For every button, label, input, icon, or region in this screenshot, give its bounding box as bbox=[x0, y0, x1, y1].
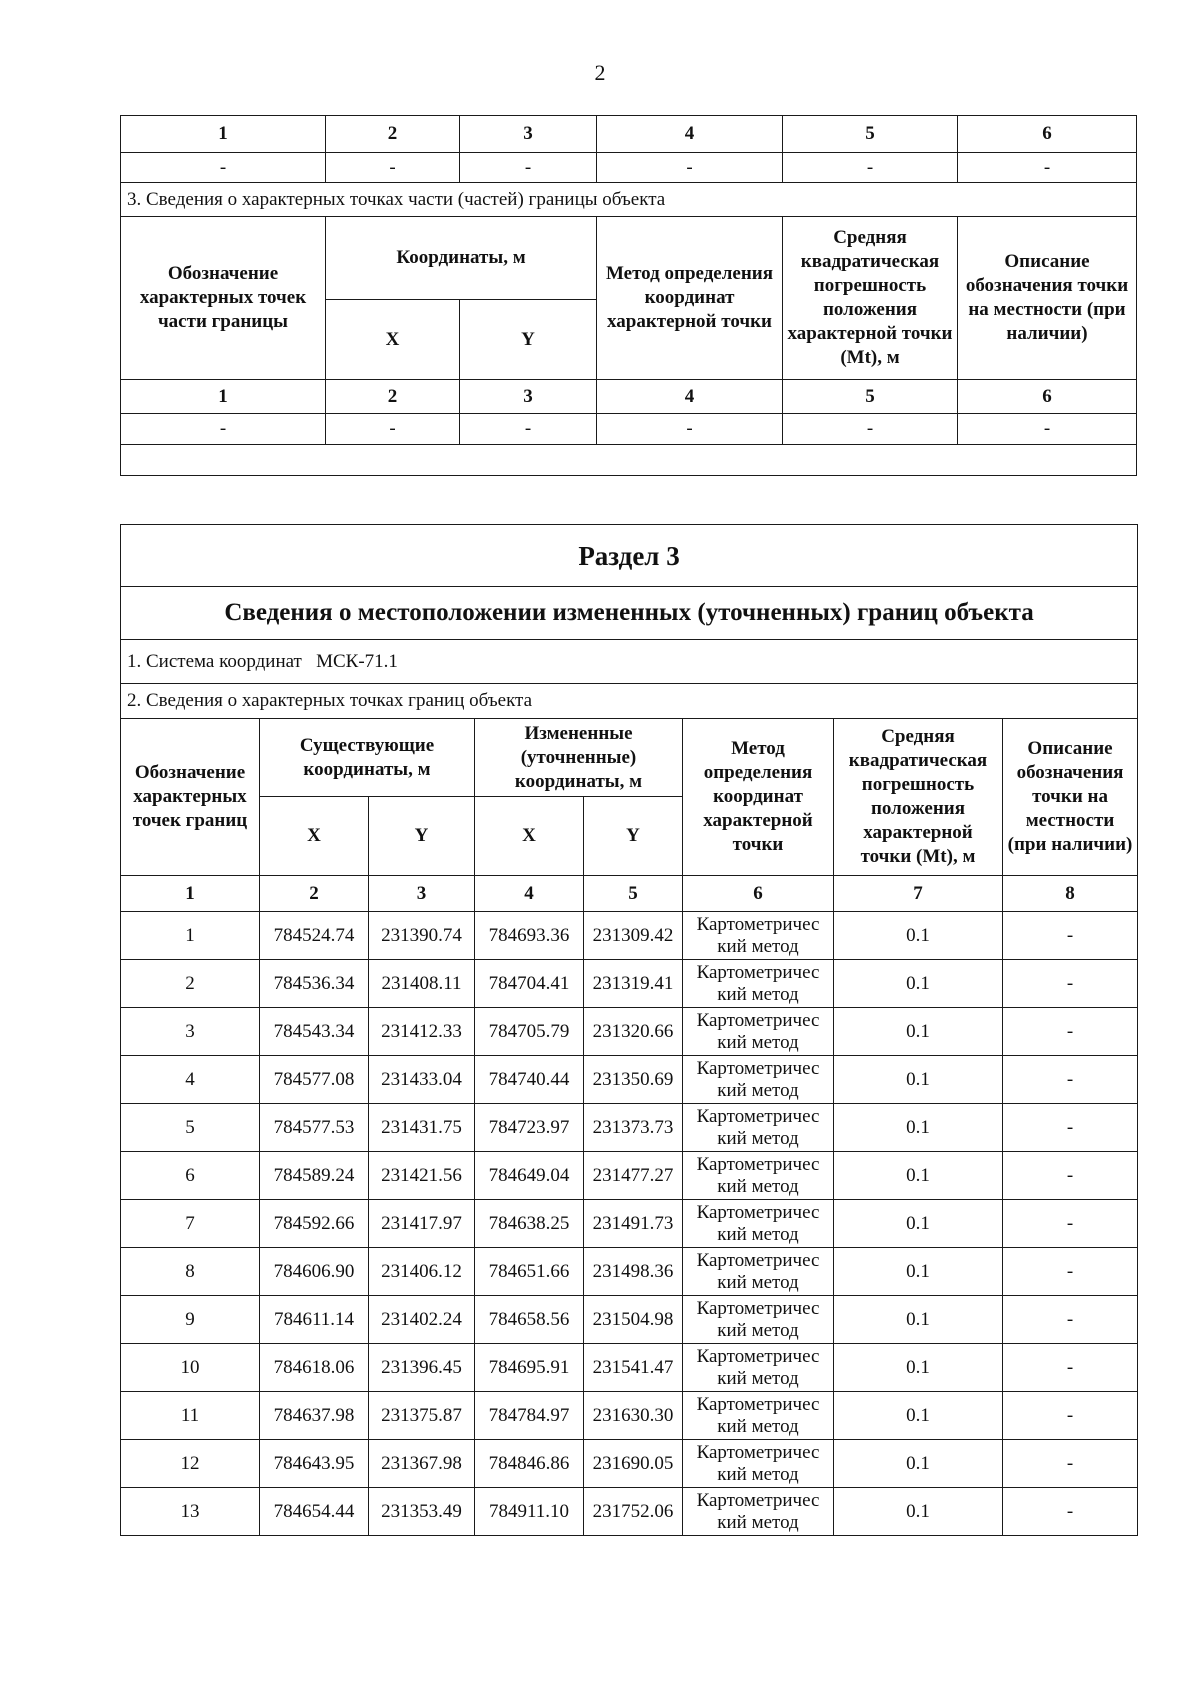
col-number: 6 bbox=[958, 116, 1137, 153]
description-cell: - bbox=[1003, 1248, 1138, 1296]
section-title: Раздел 3 bbox=[121, 525, 1138, 587]
point-number-cell: 13 bbox=[121, 1488, 260, 1536]
changed-x-cell: 784695.91 bbox=[475, 1344, 584, 1392]
empty-cell: - bbox=[958, 414, 1137, 445]
changed-y-cell: 231541.47 bbox=[584, 1344, 683, 1392]
mean-error-cell: 0.1 bbox=[834, 1392, 1003, 1440]
method-line-2: кий метод bbox=[717, 1319, 799, 1341]
col-number: 6 bbox=[683, 876, 834, 912]
mean-error-cell: 0.1 bbox=[834, 960, 1003, 1008]
description-cell: - bbox=[1003, 1056, 1138, 1104]
header-designation: Обозначение характерных точек границ bbox=[121, 719, 260, 876]
existing-x-cell: 784618.06 bbox=[260, 1344, 369, 1392]
point-number-cell: 4 bbox=[121, 1056, 260, 1104]
description-cell: - bbox=[1003, 1440, 1138, 1488]
method-cell bbox=[683, 1056, 834, 1104]
col-number: 4 bbox=[597, 116, 783, 153]
changed-y-cell: 231477.27 bbox=[584, 1152, 683, 1200]
mean-error-cell: 0.1 bbox=[834, 1296, 1003, 1344]
table-row bbox=[121, 1392, 1138, 1440]
header-existing-x: X bbox=[260, 797, 369, 876]
table-row bbox=[121, 1008, 1138, 1056]
existing-y-cell: 231375.87 bbox=[369, 1392, 475, 1440]
description-cell: - bbox=[1003, 1344, 1138, 1392]
existing-y-cell: 231433.04 bbox=[369, 1056, 475, 1104]
point-number-cell: 11 bbox=[121, 1392, 260, 1440]
header-error: Средняя квадратическая погрешность положения характерной точки (Mt), м bbox=[834, 719, 1003, 876]
changed-x-cell: 784911.10 bbox=[475, 1488, 584, 1536]
changed-y-cell: 231498.36 bbox=[584, 1248, 683, 1296]
changed-y-cell: 231309.42 bbox=[584, 912, 683, 960]
col-number: 2 bbox=[326, 116, 460, 153]
mean-error-cell: 0.1 bbox=[834, 1344, 1003, 1392]
mean-error-cell: 0.1 bbox=[834, 912, 1003, 960]
empty-cell: - bbox=[958, 153, 1137, 183]
mean-error-cell: 0.1 bbox=[834, 1152, 1003, 1200]
coordinate-system-value: МСК-71.1 bbox=[316, 650, 398, 672]
col-number: 1 bbox=[121, 380, 326, 414]
changed-x-cell: 784784.97 bbox=[475, 1392, 584, 1440]
part-title: 3. Сведения о характерных точках части (частей) границы объекта bbox=[121, 183, 1137, 217]
point-number-cell: 10 bbox=[121, 1344, 260, 1392]
existing-x-cell: 784577.53 bbox=[260, 1104, 369, 1152]
method-line-2: кий метод bbox=[717, 1367, 799, 1389]
existing-x-cell: 784536.34 bbox=[260, 960, 369, 1008]
description-cell: - bbox=[1003, 1104, 1138, 1152]
empty-cell: - bbox=[121, 414, 326, 445]
header-coordinates: Координаты, м bbox=[326, 217, 597, 300]
existing-x-cell: 784643.95 bbox=[260, 1440, 369, 1488]
changed-y-cell: 231350.69 bbox=[584, 1056, 683, 1104]
changed-x-cell: 784740.44 bbox=[475, 1056, 584, 1104]
existing-x-cell: 784543.34 bbox=[260, 1008, 369, 1056]
method-cell bbox=[683, 1104, 834, 1152]
section-subtitle: Сведения о местоположении измененных (уточненных) границ объекта bbox=[121, 587, 1138, 640]
method-line-1: Картометричес bbox=[696, 961, 820, 983]
table-row bbox=[121, 1104, 1138, 1152]
existing-y-cell: 231390.74 bbox=[369, 912, 475, 960]
col-number: 2 bbox=[260, 876, 369, 912]
method-cell bbox=[683, 1152, 834, 1200]
empty-cell: - bbox=[597, 153, 783, 183]
method-line-1: Картометричес bbox=[696, 1345, 820, 1367]
method-cell bbox=[683, 1488, 834, 1536]
method-cell bbox=[683, 1200, 834, 1248]
table-row bbox=[121, 1296, 1138, 1344]
col-number: 1 bbox=[121, 116, 326, 153]
description-cell: - bbox=[1003, 1488, 1138, 1536]
method-cell bbox=[683, 960, 834, 1008]
header-y: Y bbox=[460, 300, 597, 380]
table-row bbox=[121, 960, 1138, 1008]
header-changed-coordinates: Измененные (уточненные) координаты, м bbox=[475, 719, 683, 797]
changed-x-cell: 784693.36 bbox=[475, 912, 584, 960]
mean-error-cell: 0.1 bbox=[834, 1104, 1003, 1152]
existing-y-cell: 231412.33 bbox=[369, 1008, 475, 1056]
part-boundary-table bbox=[120, 115, 1137, 476]
points-title: 2. Сведения о характерных точках границ объекта bbox=[121, 684, 1138, 719]
description-cell: - bbox=[1003, 912, 1138, 960]
header-existing-y: Y bbox=[369, 797, 475, 876]
col-number: 3 bbox=[369, 876, 475, 912]
existing-x-cell: 784611.14 bbox=[260, 1296, 369, 1344]
changed-x-cell: 784846.86 bbox=[475, 1440, 584, 1488]
method-line-2: кий метод bbox=[717, 1463, 799, 1485]
changed-x-cell: 784638.25 bbox=[475, 1200, 584, 1248]
dash-row bbox=[121, 153, 1137, 183]
existing-y-cell: 231353.49 bbox=[369, 1488, 475, 1536]
col-number: 4 bbox=[597, 380, 783, 414]
table-row bbox=[121, 1440, 1138, 1488]
changed-x-cell: 784649.04 bbox=[475, 1152, 584, 1200]
changed-y-cell: 231752.06 bbox=[584, 1488, 683, 1536]
method-line-1: Картометричес bbox=[696, 1249, 820, 1271]
col-number: 3 bbox=[460, 380, 597, 414]
empty-cell: - bbox=[597, 414, 783, 445]
point-number-cell: 8 bbox=[121, 1248, 260, 1296]
empty-cell: - bbox=[121, 153, 326, 183]
method-line-1: Картометричес bbox=[696, 1441, 820, 1463]
header-existing-coordinates: Существующие координаты, м bbox=[260, 719, 475, 797]
header-x: X bbox=[326, 300, 460, 380]
header-description: Описание обозначения точки на местности (при наличии) bbox=[958, 217, 1137, 380]
method-cell bbox=[683, 1008, 834, 1056]
existing-x-cell: 784654.44 bbox=[260, 1488, 369, 1536]
changed-y-cell: 231491.73 bbox=[584, 1200, 683, 1248]
existing-y-cell: 231406.12 bbox=[369, 1248, 475, 1296]
existing-x-cell: 784577.08 bbox=[260, 1056, 369, 1104]
changed-x-cell: 784651.66 bbox=[475, 1248, 584, 1296]
method-line-1: Картометричес bbox=[696, 1201, 820, 1223]
section-3-table bbox=[120, 524, 1138, 1536]
existing-y-cell: 231421.56 bbox=[369, 1152, 475, 1200]
column-number-row bbox=[121, 116, 1137, 153]
method-cell bbox=[683, 912, 834, 960]
empty-cell: - bbox=[326, 153, 460, 183]
existing-x-cell: 784589.24 bbox=[260, 1152, 369, 1200]
empty-cell: - bbox=[783, 153, 958, 183]
col-number: 5 bbox=[584, 876, 683, 912]
existing-y-cell: 231402.24 bbox=[369, 1296, 475, 1344]
existing-y-cell: 231408.11 bbox=[369, 960, 475, 1008]
header-method: Метод определения координат характерной точки bbox=[683, 719, 834, 876]
changed-x-cell: 784704.41 bbox=[475, 960, 584, 1008]
method-line-2: кий метод bbox=[717, 1127, 799, 1149]
method-line-2: кий метод bbox=[717, 983, 799, 1005]
mean-error-cell: 0.1 bbox=[834, 1056, 1003, 1104]
description-cell: - bbox=[1003, 1200, 1138, 1248]
existing-x-cell: 784524.74 bbox=[260, 912, 369, 960]
method-line-2: кий метод bbox=[717, 1031, 799, 1053]
changed-y-cell: 231690.05 bbox=[584, 1440, 683, 1488]
description-cell: - bbox=[1003, 1392, 1138, 1440]
header-description: Описание обозначения точки на местности (при наличии) bbox=[1003, 719, 1138, 876]
col-number: 3 bbox=[460, 116, 597, 153]
point-number-cell: 7 bbox=[121, 1200, 260, 1248]
method-line-1: Картометричес bbox=[696, 913, 820, 935]
mean-error-cell: 0.1 bbox=[834, 1200, 1003, 1248]
mean-error-cell: 0.1 bbox=[834, 1248, 1003, 1296]
description-cell: - bbox=[1003, 960, 1138, 1008]
changed-y-cell: 231630.30 bbox=[584, 1392, 683, 1440]
header-method: Метод определения координат характерной точки bbox=[597, 217, 783, 380]
col-number: 4 bbox=[475, 876, 584, 912]
changed-y-cell: 231373.73 bbox=[584, 1104, 683, 1152]
existing-x-cell: 784592.66 bbox=[260, 1200, 369, 1248]
header-changed-x: X bbox=[475, 797, 584, 876]
method-line-2: кий метод bbox=[717, 1415, 799, 1437]
table-row bbox=[121, 1200, 1138, 1248]
existing-y-cell: 231417.97 bbox=[369, 1200, 475, 1248]
existing-x-cell: 784606.90 bbox=[260, 1248, 369, 1296]
col-number: 8 bbox=[1003, 876, 1138, 912]
description-cell: - bbox=[1003, 1296, 1138, 1344]
col-number: 7 bbox=[834, 876, 1003, 912]
method-line-1: Картометричес bbox=[696, 1393, 820, 1415]
changed-x-cell: 784723.97 bbox=[475, 1104, 584, 1152]
header-changed-y: Y bbox=[584, 797, 683, 876]
empty-cell: - bbox=[326, 414, 460, 445]
point-number-cell: 12 bbox=[121, 1440, 260, 1488]
method-line-1: Картометричес bbox=[696, 1057, 820, 1079]
existing-y-cell: 231396.45 bbox=[369, 1344, 475, 1392]
method-cell bbox=[683, 1248, 834, 1296]
method-line-2: кий метод bbox=[717, 1271, 799, 1293]
method-cell bbox=[683, 1344, 834, 1392]
method-line-2: кий метод bbox=[717, 1511, 799, 1533]
changed-x-cell: 784658.56 bbox=[475, 1296, 584, 1344]
method-cell bbox=[683, 1440, 834, 1488]
empty-cell: - bbox=[460, 153, 597, 183]
point-number-cell: 9 bbox=[121, 1296, 260, 1344]
point-number-cell: 5 bbox=[121, 1104, 260, 1152]
empty-cell: - bbox=[460, 414, 597, 445]
method-line-1: Картометричес bbox=[696, 1489, 820, 1511]
coordinate-system bbox=[121, 640, 1138, 684]
mean-error-cell: 0.1 bbox=[834, 1008, 1003, 1056]
table-row bbox=[121, 1152, 1138, 1200]
point-number-cell: 6 bbox=[121, 1152, 260, 1200]
table-row bbox=[121, 1056, 1138, 1104]
method-line-1: Картометричес bbox=[696, 1153, 820, 1175]
method-cell bbox=[683, 1392, 834, 1440]
mean-error-cell: 0.1 bbox=[834, 1440, 1003, 1488]
col-number: 5 bbox=[783, 380, 958, 414]
changed-x-cell: 784705.79 bbox=[475, 1008, 584, 1056]
table-row bbox=[121, 1248, 1138, 1296]
point-number-cell: 3 bbox=[121, 1008, 260, 1056]
header-error: Средняя квадратическая погрешность положения характерной точки (Mt), м bbox=[783, 217, 958, 380]
table-row bbox=[121, 1344, 1138, 1392]
point-number-cell: 1 bbox=[121, 912, 260, 960]
col-number: 2 bbox=[326, 380, 460, 414]
coordinate-system-label: 1. Система координат bbox=[127, 650, 302, 672]
method-line-1: Картометричес bbox=[696, 1009, 820, 1031]
method-line-2: кий метод bbox=[717, 935, 799, 957]
existing-x-cell: 784637.98 bbox=[260, 1392, 369, 1440]
method-line-2: кий метод bbox=[717, 1079, 799, 1101]
blank-row bbox=[121, 445, 1137, 476]
method-cell bbox=[683, 1296, 834, 1344]
col-number: 5 bbox=[783, 116, 958, 153]
changed-y-cell: 231504.98 bbox=[584, 1296, 683, 1344]
existing-y-cell: 231431.75 bbox=[369, 1104, 475, 1152]
method-line-1: Картометричес bbox=[696, 1297, 820, 1319]
header-designation: Обозначение характерных точек части границы bbox=[121, 217, 326, 380]
page-number: 2 bbox=[594, 60, 606, 85]
description-cell: - bbox=[1003, 1152, 1138, 1200]
method-line-1: Картометричес bbox=[696, 1105, 820, 1127]
point-number-cell: 2 bbox=[121, 960, 260, 1008]
description-cell: - bbox=[1003, 1008, 1138, 1056]
method-line-2: кий метод bbox=[717, 1223, 799, 1245]
mean-error-cell: 0.1 bbox=[834, 1488, 1003, 1536]
empty-cell: - bbox=[783, 414, 958, 445]
col-number: 1 bbox=[121, 876, 260, 912]
changed-y-cell: 231319.41 bbox=[584, 960, 683, 1008]
table-row bbox=[121, 912, 1138, 960]
table-row bbox=[121, 1488, 1138, 1536]
method-line-2: кий метод bbox=[717, 1175, 799, 1197]
changed-y-cell: 231320.66 bbox=[584, 1008, 683, 1056]
col-number: 6 bbox=[958, 380, 1137, 414]
existing-y-cell: 231367.98 bbox=[369, 1440, 475, 1488]
